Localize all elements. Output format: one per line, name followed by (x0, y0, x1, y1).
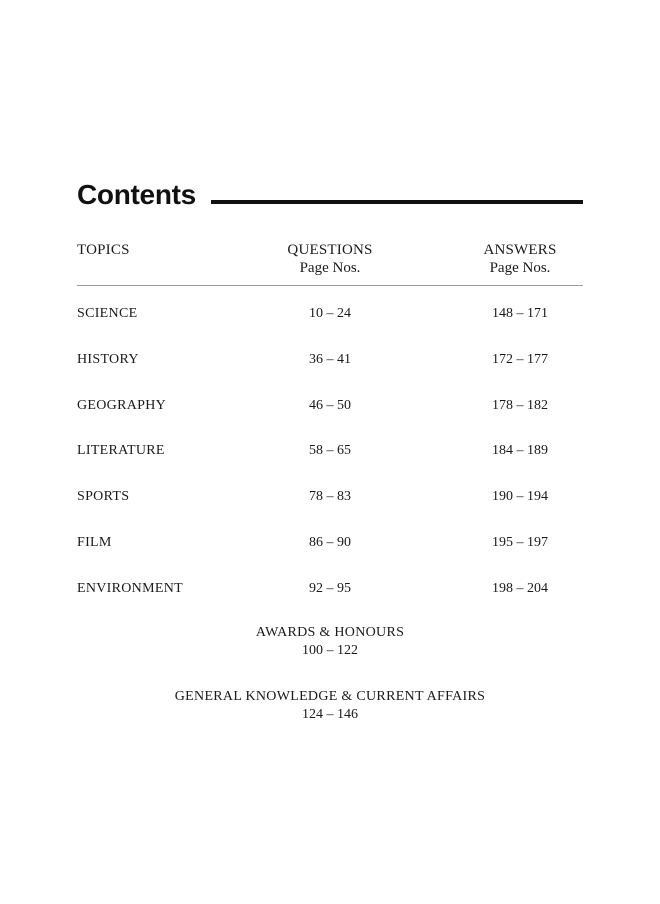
table-row (77, 305, 583, 351)
general-knowledge-title: GENERAL KNOWLEDGE & CURRENT AFFAIRS (174, 689, 486, 704)
topic-science: SCIENCE (77, 306, 138, 321)
column-header-questions (230, 241, 430, 277)
general-knowledge-pages: 124 – 146 (302, 707, 358, 722)
topic-film: FILM (77, 534, 112, 550)
table-row (77, 442, 583, 488)
table-row (77, 351, 583, 397)
table-row (77, 534, 583, 580)
topic-history: HISTORY (77, 351, 139, 367)
questions-pages: 10 – 24 (309, 306, 351, 321)
column-header-questions-sub: Page Nos. (299, 260, 361, 276)
table-row (77, 580, 583, 626)
questions-pages: 92 – 95 (309, 580, 351, 596)
answers-pages: 178 – 182 (492, 397, 548, 413)
contents-heading (77, 176, 583, 216)
questions-pages: 36 – 41 (309, 351, 351, 367)
questions-pages: 78 – 83 (309, 489, 351, 505)
page-title: Contents (77, 179, 196, 210)
column-header-topics-label: TOPICS (77, 242, 130, 258)
column-header-answers-label: ANSWERS (483, 242, 557, 258)
topic-environment: ENVIRONMENT (77, 580, 183, 596)
questions-pages: 86 – 90 (309, 534, 351, 550)
section-general-knowledge (0, 688, 660, 724)
section-awards-honours (0, 624, 660, 660)
header-divider (77, 285, 583, 286)
column-header-questions-label: QUESTIONS (287, 242, 373, 258)
contents-table (77, 305, 583, 626)
title-underline-rule (211, 200, 583, 204)
answers-pages: 190 – 194 (492, 489, 548, 505)
topic-geography: GEOGRAPHY (77, 397, 167, 413)
column-header-answers-sub: Page Nos. (489, 260, 551, 276)
table-row (77, 488, 583, 534)
table-row (77, 397, 583, 443)
answers-pages: 195 – 197 (492, 534, 548, 550)
questions-pages: 46 – 50 (309, 397, 351, 413)
questions-pages: 58 – 65 (309, 443, 351, 459)
answers-pages: 148 – 171 (492, 306, 548, 321)
topic-sports: SPORTS (77, 489, 130, 505)
column-header-topics (77, 241, 130, 259)
answers-pages: 198 – 204 (492, 580, 548, 596)
topic-literature: LITERATURE (77, 443, 165, 459)
awards-honours-title: AWARDS & HONOURS (255, 625, 405, 640)
answers-pages: 184 – 189 (492, 443, 548, 459)
column-header-answers (420, 241, 620, 277)
answers-pages: 172 – 177 (492, 351, 548, 367)
awards-honours-pages: 100 – 122 (302, 643, 358, 658)
